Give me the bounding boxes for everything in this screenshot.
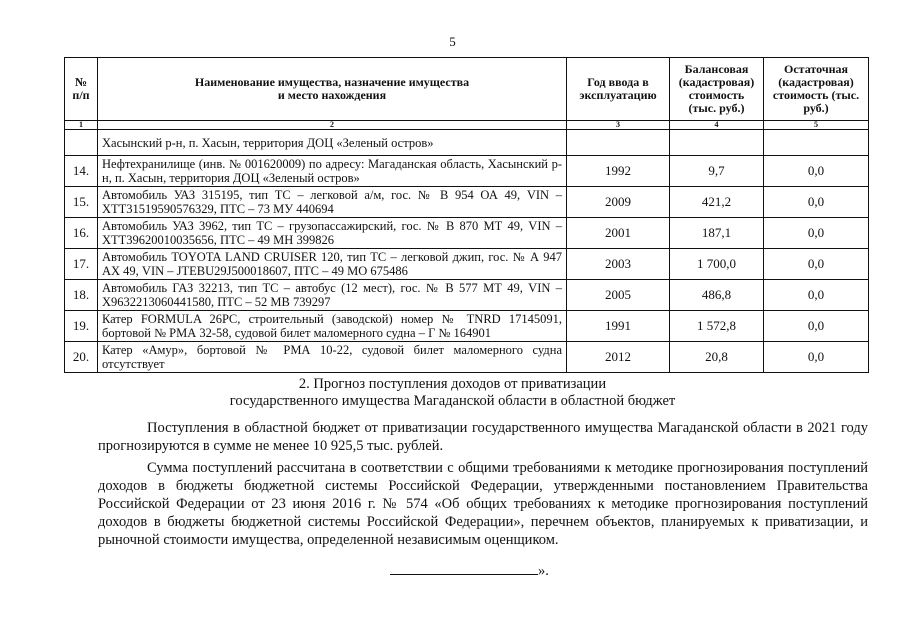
table-row bbox=[65, 187, 869, 218]
cell-num: 15. bbox=[65, 187, 98, 218]
cell-residual: 0,0 bbox=[764, 311, 869, 342]
cell-year: 1991 bbox=[567, 311, 670, 342]
header-num: № п/п bbox=[65, 58, 98, 121]
header-residual: Остаточная (кадастровая) стоимость (тыс. руб.) bbox=[764, 58, 869, 121]
header-name bbox=[98, 58, 567, 121]
header-name-line1: Наименование имущества, назначение имущества bbox=[194, 75, 470, 89]
cell-balance: 421,2 bbox=[670, 187, 764, 218]
column-number: 5 bbox=[764, 121, 869, 130]
cell-year: 2012 bbox=[567, 342, 670, 373]
closing-line bbox=[390, 562, 549, 580]
cell-num: 14. bbox=[65, 156, 98, 187]
column-number: 3 bbox=[567, 121, 670, 130]
cell-num: 17. bbox=[65, 249, 98, 280]
forecast-paragraph-text: Поступления в областной бюджет от приватизации государственного имущества Магаданской области в 2021 году прогнозируются в сумме не менее 10 925,5 тыс. рублей. bbox=[98, 420, 868, 454]
header-year: Год ввода в эксплуатацию bbox=[567, 58, 670, 121]
cell-num: 20. bbox=[65, 342, 98, 373]
cell-num: 18. bbox=[65, 280, 98, 311]
cell-name: Автомобиль УАЗ 315195, тип ТС – легковой а/м, гос. № В 954 ОА 49, VIN – ХТТ31519590576329, ПТС – 73 МУ 440694 bbox=[98, 187, 567, 218]
column-number: 2 bbox=[98, 121, 567, 130]
cell-num: 19. bbox=[65, 311, 98, 342]
cell-balance: 1 572,8 bbox=[670, 311, 764, 342]
cell-residual: 0,0 bbox=[764, 187, 869, 218]
cell-residual bbox=[764, 130, 869, 156]
cell-year: 2001 bbox=[567, 218, 670, 249]
property-table bbox=[64, 57, 869, 373]
cell-year: 2005 bbox=[567, 280, 670, 311]
cell-name: Автомобиль ГАЗ 32213, тип ТС – автобус (12 мест), гос. № В 577 МТ 49, VIN – Х9632213060441580, ПТС – 52 МВ 739297 bbox=[98, 280, 567, 311]
table-row bbox=[65, 156, 869, 187]
table-row bbox=[65, 249, 869, 280]
cell-name: Автомобиль УАЗ 3962, тип ТС – грузопассажирский, гос. № В 870 МТ 49, VIN – ХТТ39620010035656, ПТС – 49 МН 399826 bbox=[98, 218, 567, 249]
cell-name: Катер FORMULA 26PC, строительный (заводской) номер № TNRD 17145091, бортовой № РМА 32-58, судовой билет маломерного судна – Г № 164901 bbox=[98, 311, 567, 342]
cell-year: 2003 bbox=[567, 249, 670, 280]
cell-name: Нефтехранилище (инв. № 001620009) по адресу: Магаданская область, Хасынский р-н, п. Хасын, территория ДОЦ «Зеленый остров» bbox=[98, 156, 567, 187]
section-title-line2: государственного имущества Магаданской области в областной бюджет bbox=[229, 393, 676, 409]
cell-year: 2009 bbox=[567, 187, 670, 218]
cell-year: 1992 bbox=[567, 156, 670, 187]
cell-balance: 1 700,0 bbox=[670, 249, 764, 280]
table-row bbox=[65, 342, 869, 373]
table-row bbox=[65, 280, 869, 311]
closing-quote: ». bbox=[538, 563, 549, 579]
cell-balance: 187,1 bbox=[670, 218, 764, 249]
cell-residual: 0,0 bbox=[764, 280, 869, 311]
cell-balance: 486,8 bbox=[670, 280, 764, 311]
table-header-row bbox=[65, 58, 869, 121]
cell-residual: 0,0 bbox=[764, 342, 869, 373]
cell-residual: 0,0 bbox=[764, 218, 869, 249]
column-number: 1 bbox=[65, 121, 98, 130]
method-paragraph-text: Сумма поступлений рассчитана в соответствии с общими требованиями к методике прогнозирования поступлений доходов в бюджеты бюджетной системы Российской Федерации, утвержденными постановлением Правительства Российской Федерации от 23 июня 2016 г. № 574 «Об общих требованиях к методике прогнозирования поступлений доходов в бюджеты бюджетной системы Российской Федерации», перечнем объектов, планируемых к приватизации, и рыночной стоимости имущества, определенной независимым оценщиком. bbox=[98, 460, 868, 548]
signature-underline bbox=[390, 562, 538, 575]
cell-residual: 0,0 bbox=[764, 156, 869, 187]
cell-num: 16. bbox=[65, 218, 98, 249]
header-name-line2: и место нахождения bbox=[277, 88, 387, 102]
forecast-paragraph bbox=[98, 419, 868, 455]
section-title-line1: 2. Прогноз поступления доходов от приватизации bbox=[298, 376, 607, 392]
method-paragraph bbox=[98, 459, 868, 549]
cell-residual: 0,0 bbox=[764, 249, 869, 280]
column-number: 4 bbox=[670, 121, 764, 130]
header-balance: Балансовая (кадастровая) стоимость (тыс. руб.) bbox=[670, 58, 764, 121]
continuation-row bbox=[65, 130, 869, 156]
page-number: 5 bbox=[449, 34, 456, 49]
cell-balance bbox=[670, 130, 764, 156]
section-title bbox=[0, 376, 905, 410]
column-number-row bbox=[65, 121, 869, 130]
table-row bbox=[65, 218, 869, 249]
cell-name: Катер «Амур», бортовой № РМА 10-22, судовой билет маломерного судна отсутствует bbox=[98, 342, 567, 373]
cell-name: Хасынский р-н, п. Хасын, территория ДОЦ «Зеленый остров» bbox=[98, 130, 567, 156]
cell-balance: 20,8 bbox=[670, 342, 764, 373]
cell-balance: 9,7 bbox=[670, 156, 764, 187]
cell-year bbox=[567, 130, 670, 156]
table-row bbox=[65, 311, 869, 342]
cell-num bbox=[65, 130, 98, 156]
cell-name: Автомобиль TOYOTA LAND CRUISER 120, тип ТС – легковой джип, гос. № А 947 АХ 49, VIN – JTEBU29J500018607, ПТС – 49 МО 675486 bbox=[98, 249, 567, 280]
